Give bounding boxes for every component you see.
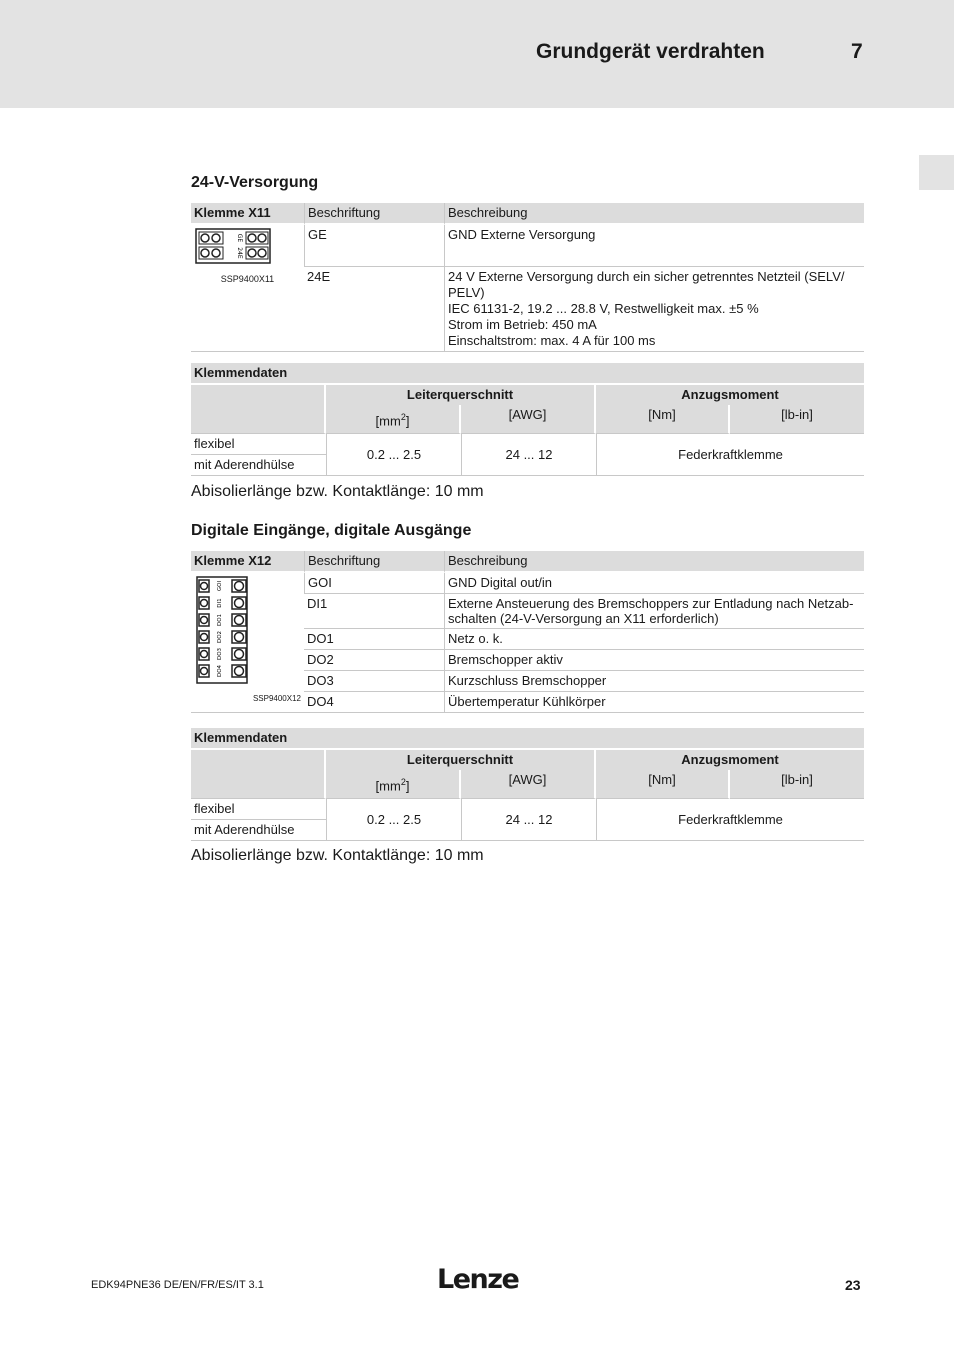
terminal-x12-icon <box>194 575 254 687</box>
cell-label: DO3 <box>304 671 444 692</box>
image-caption: SSP9400X12 <box>252 694 301 703</box>
unit-nm: [Nm] <box>596 770 730 799</box>
value-torque: Federkraftklemme <box>596 799 864 841</box>
cell-description <box>444 594 864 629</box>
desc-line: PELV) <box>448 285 485 300</box>
cell-description: GND Externe Versorgung <box>444 225 864 267</box>
cell-description: Kurzschluss Bremschopper <box>444 671 864 692</box>
group-conductor: Leiterquerschnitt <box>326 385 596 405</box>
desc-line: IEC 61131-2, 19.2 ... 28.8 V, Restwelligkeit max. ±5 % <box>448 301 759 316</box>
strip-length-note: Abisolierlänge bzw. Kontaktlänge: 10 mm <box>191 483 484 500</box>
page-title: Grundgerät verdrahten <box>536 40 765 63</box>
row-aderendhuelse: mit Aderendhülse <box>191 820 326 841</box>
table-row <box>191 225 864 267</box>
terminal-data-table-x11 <box>191 363 864 476</box>
footer-doc-id: EDK94PNE36 DE/EN/FR/ES/IT 3.1 <box>91 1279 264 1291</box>
unit-lbin: [lb-in] <box>730 770 864 799</box>
row-aderendhuelse: mit Aderendhülse <box>191 455 326 476</box>
image-caption: SSP9400X11 <box>220 274 275 284</box>
unit-nm: [Nm] <box>596 405 730 434</box>
cell-description: Netz o. k. <box>444 629 864 650</box>
lenze-logo: Lenze <box>437 1264 519 1295</box>
pin-label: DO1 <box>217 613 223 627</box>
desc-line: 24 V Externe Versorgung durch ein sicher getrenntes Netzteil (SELV/ <box>448 269 845 284</box>
empty-header-cell <box>191 750 326 799</box>
data-table-title: Klemmendaten <box>191 728 864 750</box>
section-heading-digital: Digitale Eingänge, digitale Ausgänge <box>191 522 472 539</box>
strip-length-note: Abisolierlänge bzw. Kontaktlänge: 10 mm <box>191 847 484 864</box>
page-number: 23 <box>845 1277 861 1293</box>
cell-description: Bremschopper aktiv <box>444 650 864 671</box>
cell-label: DO4 <box>304 692 444 713</box>
cell-description <box>444 267 864 352</box>
unit-lbin: [lb-in] <box>730 405 864 434</box>
table-header-row <box>191 551 864 573</box>
group-torque: Anzugsmoment <box>596 750 864 770</box>
value-mm2: 0.2 ... 2.5 <box>326 434 461 476</box>
desc-line: schalten (24-V-Versorgung an X11 erforderlich) <box>448 611 719 626</box>
header-label: Beschriftung <box>304 551 444 573</box>
connector-image-x12 <box>191 573 304 713</box>
cell-description: Übertemperatur Kühlkörper <box>444 692 864 713</box>
pin-label: DO2 <box>217 630 223 644</box>
terminal-x11-icon <box>194 227 274 267</box>
cell-label: GE <box>304 225 444 267</box>
pin-label: DO4 <box>217 664 223 678</box>
header-description: Beschreibung <box>444 203 864 225</box>
terminal-table-x11 <box>191 203 864 352</box>
chapter-tab-marker <box>919 155 954 190</box>
pin-label: GOI <box>217 580 223 592</box>
unit-awg: [AWG] <box>461 770 596 799</box>
desc-line: Einschaltstrom: max. 4 A für 100 ms <box>448 333 656 348</box>
data-table-title: Klemmendaten <box>191 363 864 385</box>
pin-label: GE <box>236 233 243 243</box>
header-description: Beschreibung <box>444 551 864 573</box>
group-torque: Anzugsmoment <box>596 385 864 405</box>
cell-label: DO1 <box>304 629 444 650</box>
table-header-row <box>191 203 864 225</box>
header-terminal: Klemme X11 <box>191 203 304 225</box>
value-awg: 24 ... 12 <box>461 434 596 476</box>
terminal-table-x12 <box>191 551 864 713</box>
unit-mm2: $[mm^2]$ <box>326 770 461 799</box>
pin-label: 24E <box>236 247 243 259</box>
value-awg: 24 ... 12 <box>461 799 596 841</box>
chapter-number: 7 <box>851 40 863 63</box>
value-mm2: 0.2 ... 2.5 <box>326 799 461 841</box>
empty-header-cell <box>191 385 326 434</box>
cell-label: 24E <box>304 267 444 352</box>
pin-label: DI1 <box>217 598 223 608</box>
header-terminal: Klemme X12 <box>191 551 304 573</box>
desc-line: Externe Ansteuerung des Bremschoppers zur Entladung nach Netzab- <box>448 596 854 611</box>
unit-mm2: $[mm^2]$ <box>326 405 461 434</box>
value-torque: Federkraftklemme <box>596 434 864 476</box>
row-flexibel: flexibel <box>191 434 326 455</box>
page-header <box>0 0 954 108</box>
row-flexibel: flexibel <box>191 799 326 820</box>
table-row <box>191 573 864 594</box>
cell-label: DO2 <box>304 650 444 671</box>
cell-description: GND Digital out/in <box>444 573 864 594</box>
cell-label: GOI <box>304 573 444 594</box>
cell-label: DI1 <box>304 594 444 629</box>
header-label: Beschriftung <box>304 203 444 225</box>
unit-awg: [AWG] <box>461 405 596 434</box>
section-heading-supply: 24-V-Versorgung <box>191 174 319 191</box>
connector-image-x11 <box>191 225 304 352</box>
pin-label: DO3 <box>217 647 223 661</box>
terminal-data-table-x12 <box>191 728 864 841</box>
desc-line: Strom im Betrieb: 450 mA <box>448 317 597 332</box>
group-conductor: Leiterquerschnitt <box>326 750 596 770</box>
